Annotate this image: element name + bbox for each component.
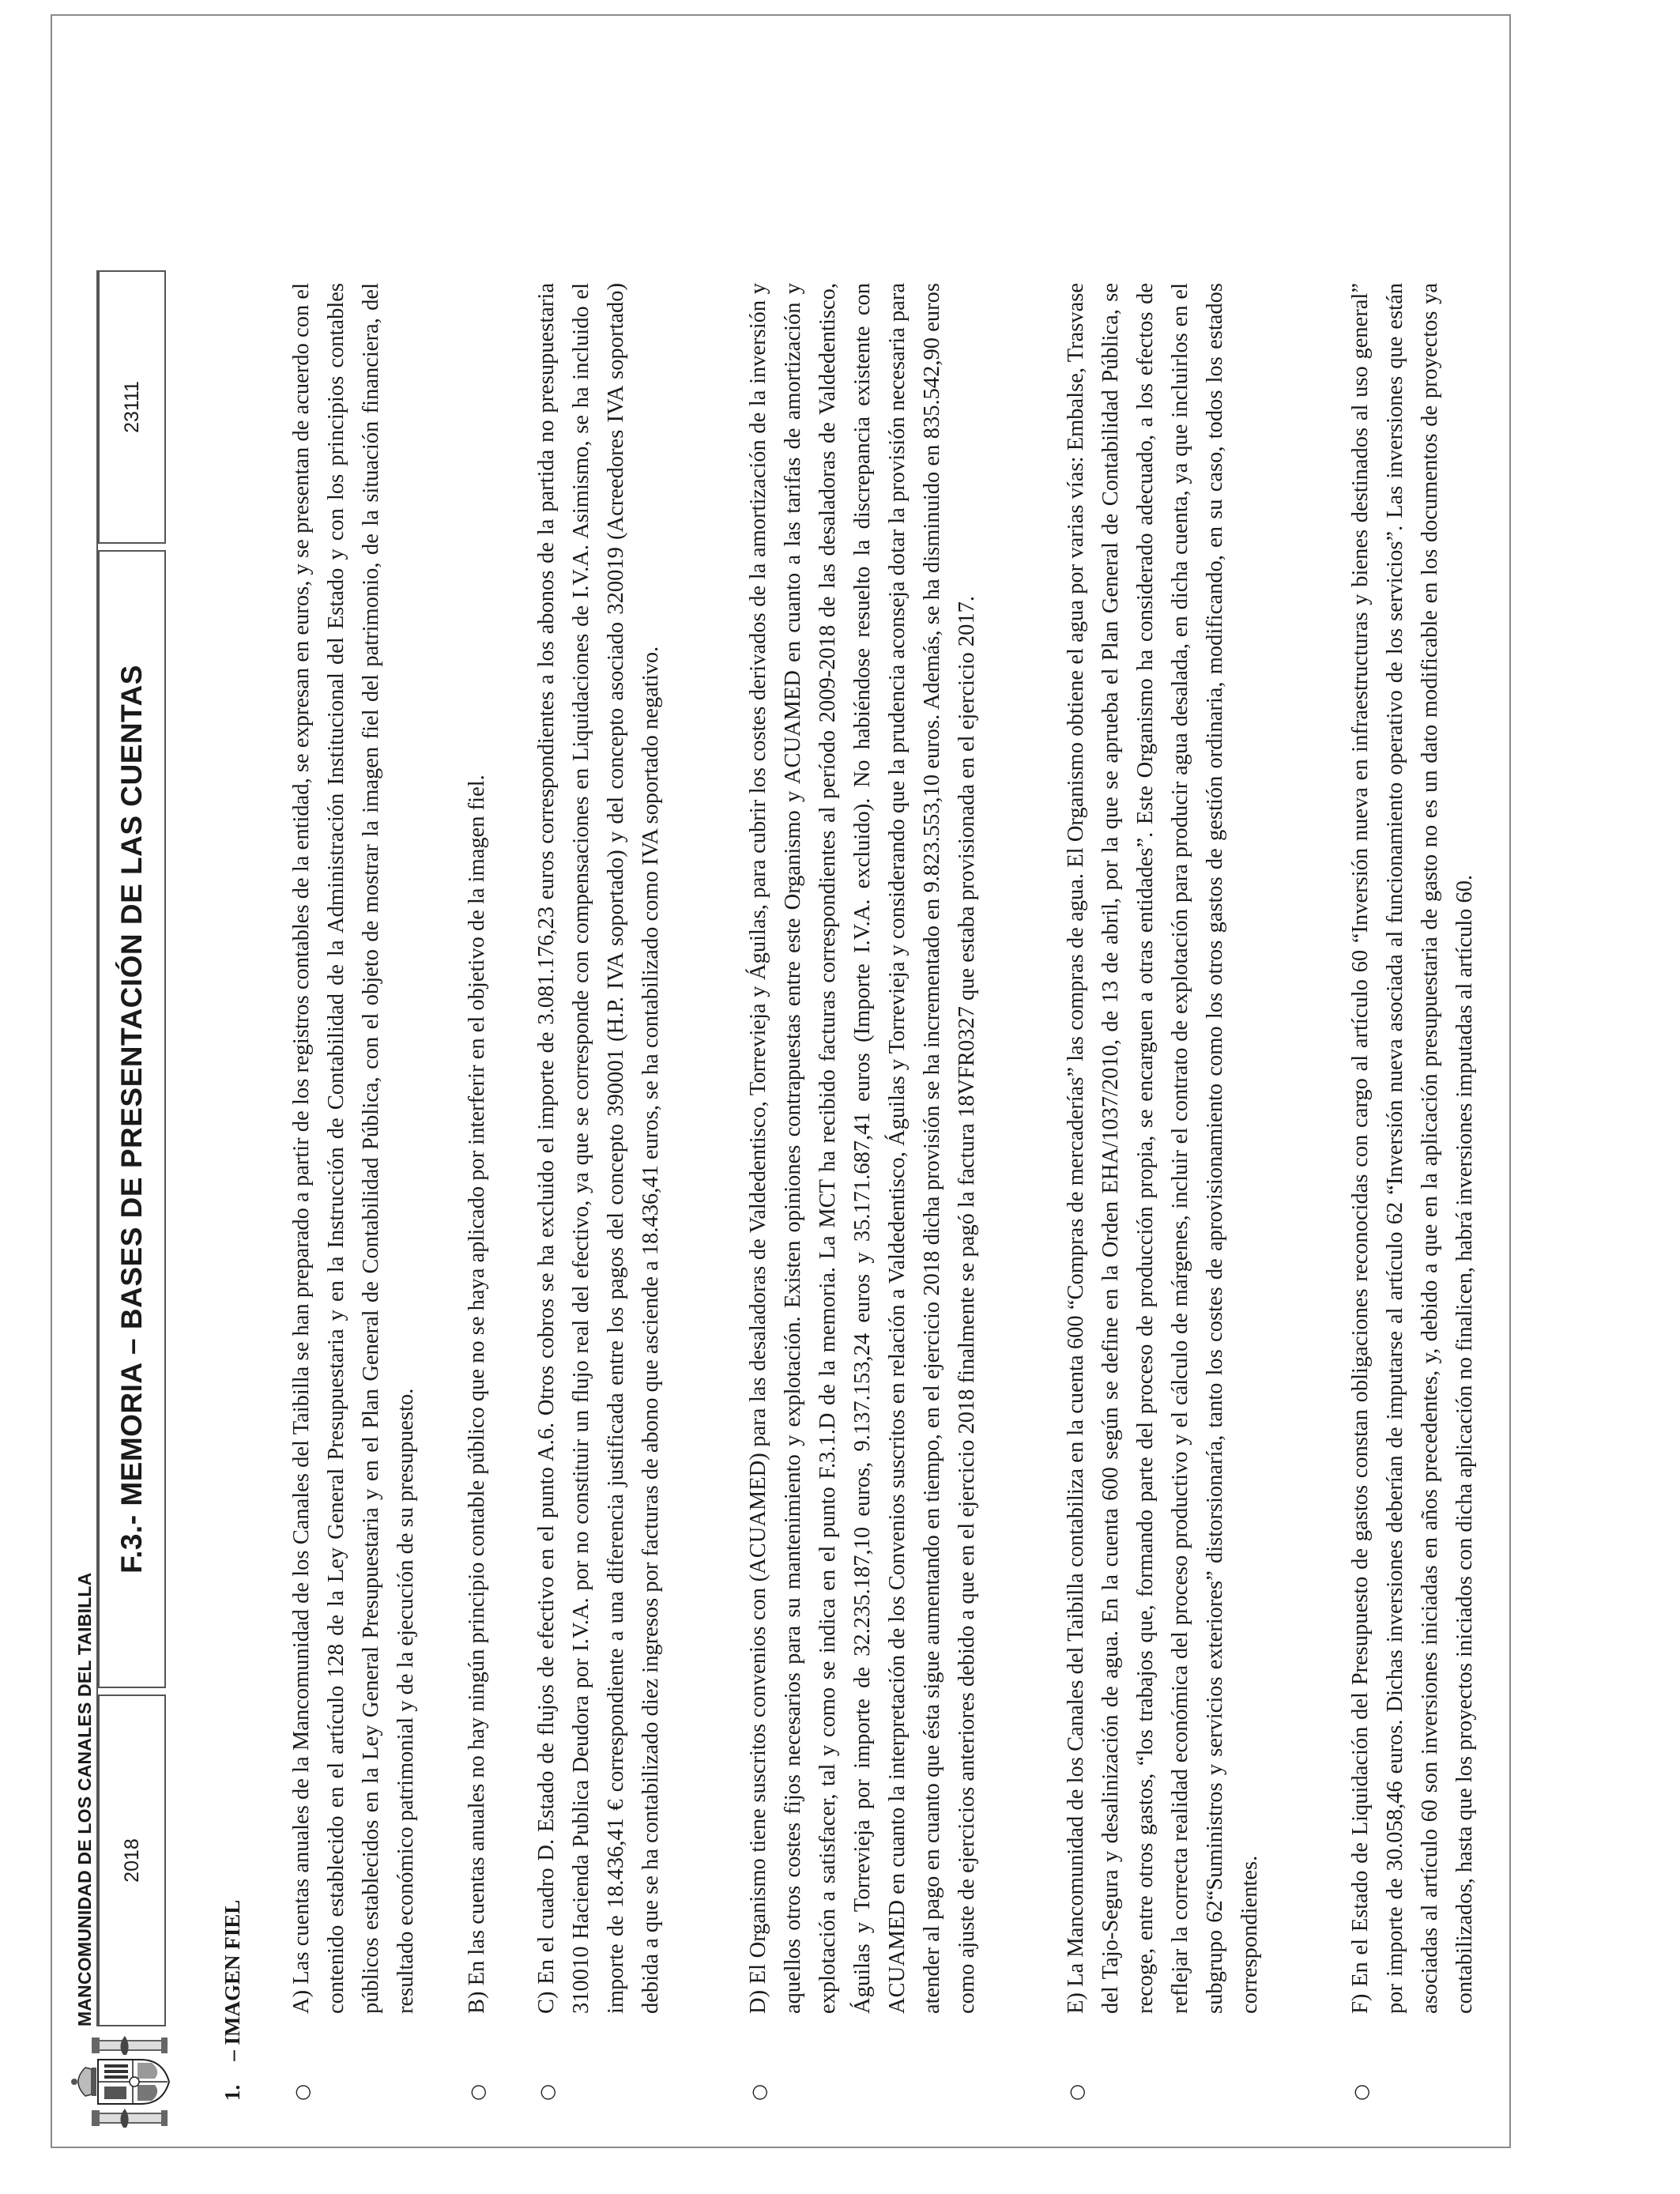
paragraph-d [741, 283, 985, 2101]
paragraph-text: D) El Organismo tiene suscritos convenios con (ACUAMED) para las desaladoras de Valdedentisco, Torrevieja y Águilas, para cubrir los costes derivados de la amortización de la inversión y aquellos otros costes fijos necesarios para su mantenimiento y explotación. Existen opiniones contrapuestas entre este Organismo y ACUAMED en cuanto a las tarifas de amortización y explotación a satisfacer, tal y como se indica en el punto F.3.1.D de la memoria. La MCT ha recibido facturas correspondientes al período 2009-2018 de las desaladoras de Valdedentisco, Águilas y Torrevieja por importe de 32.235.187,10 euros, 9.137.153,24 euros y 35.171.687,41 euros (Importe I.V.A. excluido). No habiéndose resuelto la discrepancia existente con ACUAMED en cuanto la interpretación de los Convenios suscritos en relación a Valdedentisco, Águilas y Torrevieja y considerando que la prudencia aconseja dotar la provisión necesaria para atender al pago en cuanto que ésta sigue aumentando en tiempo, en el ejercicio 2018 dicha provisión se ha incrementado en 9.823.553,10 euros. Además, se ha disminuido en 835.542,90 euros como ajuste de ejercicios anteriores debido a que en el ejercicio 2018 finalmente se pagó la factura 18VFR0327 que estaba provisionada en el ejercicio 2017. [746, 283, 979, 2014]
paragraph-e [1059, 283, 1268, 2101]
section-heading [220, 1900, 245, 2101]
code-box [98, 270, 166, 544]
year-box [98, 1695, 166, 2026]
section-title: – IMAGEN FIEL [220, 1899, 244, 2061]
coat-of-arms-icon [68, 2034, 175, 2129]
paragraph-text: F) En el Estado de Liquidación del Presupuesto de gastos constan obligaciones reconocidas con cargo al artículo 60 “Inversión nueva en infraestructuras y bienes destinados al uso general” por importe de 30.058,46 euros. Dichas inversiones deberían de imputarse al artículo 62 “Inversión nueva asociada al funcionamiento operativo de los servicios”. Las inversiones que están asociadas al artículo 60 son inversiones iniciadas en años precedentes, y, debido a que en la aplicación presupuestaria de gasto no es un dato modificable en los documentos de proyectos ya contabilizados, hasta que los proyectos iniciados con dicha aplicación no finalicen, habrá inversiones imputadas al artículo 60. [1348, 283, 1477, 2014]
bullet-icon: ○ [1350, 2084, 1372, 2101]
paragraph-f [1343, 283, 1482, 2101]
document-sheet [51, 14, 1511, 2148]
bullet-icon: ○ [748, 2084, 770, 2101]
document-title: F.3.- MEMORIA – BASES DE PRESENTACIÓN DE LAS CUENTAS [115, 665, 148, 1574]
bullet-icon: ○ [1065, 2084, 1087, 2101]
paragraph-text: E) La Mancomunidad de los Canales del Taibilla contabiliza en la cuenta 600 “Compras de mercaderías” las compras de agua. El Organismo obtiene el agua por varias vías: Embalse, Trasvase del Tajo-Segura y desalinización de agua. En la cuenta 600 según se define en la Orden EHA/1037/2010, de 13 de abril, por la que se aprueba el Plan General de Contabilidad Pública, se recoge, entre otros gastos, “los trabajos que, formando parte del proceso de producción propia, se encarguen a otras entidades”. Este Organismo ha considerado adecuado, a los efectos de reflejar la correcta realidad económica del proceso productivo y el cálculo de márgenes, incluir el contrato de explotación para producir agua desalada, en dicha cuenta, ya que incluirlos en el subgrupo 62“Suministros y servicios exteriores” distorsionaría, tanto los costes de aprovisionamiento como los otros gastos de gestión ordinaria, modificando, en su caso, todos los estados correspondientes. [1064, 283, 1262, 2014]
paragraph-text: C) En el cuadro D. Estado de flujos de efectivo en el punto A.6. Otros cobros se ha excluido el importe de 3.081.176,23 euros correspondientes a los abonos de la partida no presupuestaria 310010 Hacienda Publica Deudora por I.V.A. por no constituir un flujo real del efectivo, ya que se corresponde con compensaciones en Liquidaciones de I.V.A. Asimismo, se ha incluido el importe de 18.436,41 € correspondiente a una diferencia justificada entre los pagos del concepto 390001 (H.P. IVA soportado) y del concepto asociado 320019 (Acreedores IVA soportado) debida a que se ha contabilizado diez ingresos por facturas de abono que asciende a 18.436,41 euros, se ha contabilizado como IVA soportado negativo. [534, 283, 663, 2014]
paragraph-text: A) Las cuentas anuales de la Mancomunidad de los Canales del Taibilla se han preparado a partir de los registros contables de la entidad, se expresan en euros, y se presentan de acuerdo con el contenido establecido en el artículo 128 de la Ley General Presupuestaria y en la Instrucción de Contabilidad de la Administración Institucional del Estado y con los principios contables públicos establecidos en la Ley General Presupuestaria y en el Plan General de Contabilidad Pública, con el objeto de mostrar la imagen fiel del patrimonio, de la situación financiera, del resultado económico patrimonial y de la ejecución de su presupuesto. [289, 283, 418, 2014]
paragraph-b [460, 283, 495, 2101]
bullet-icon: ○ [536, 2084, 558, 2101]
year-value: 2018 [120, 1838, 143, 1883]
paragraph-text: B) En las cuentas anuales no hay ningún principio contable público que no se haya aplicado por interferir en el objetivo de la imagen fiel. [465, 775, 489, 2014]
bullet-icon: ○ [291, 2084, 313, 2101]
document-code: 23111 [120, 381, 143, 433]
organization-name: MANCOMUNIDAD DE LOS CANALES DEL TAIBILLA [74, 1572, 95, 2026]
bullet-icon: ○ [466, 2084, 488, 2101]
section-number: 1. [220, 2084, 244, 2101]
title-box [98, 550, 166, 1688]
paragraph-a [284, 283, 424, 2101]
paragraph-c [529, 283, 669, 2101]
